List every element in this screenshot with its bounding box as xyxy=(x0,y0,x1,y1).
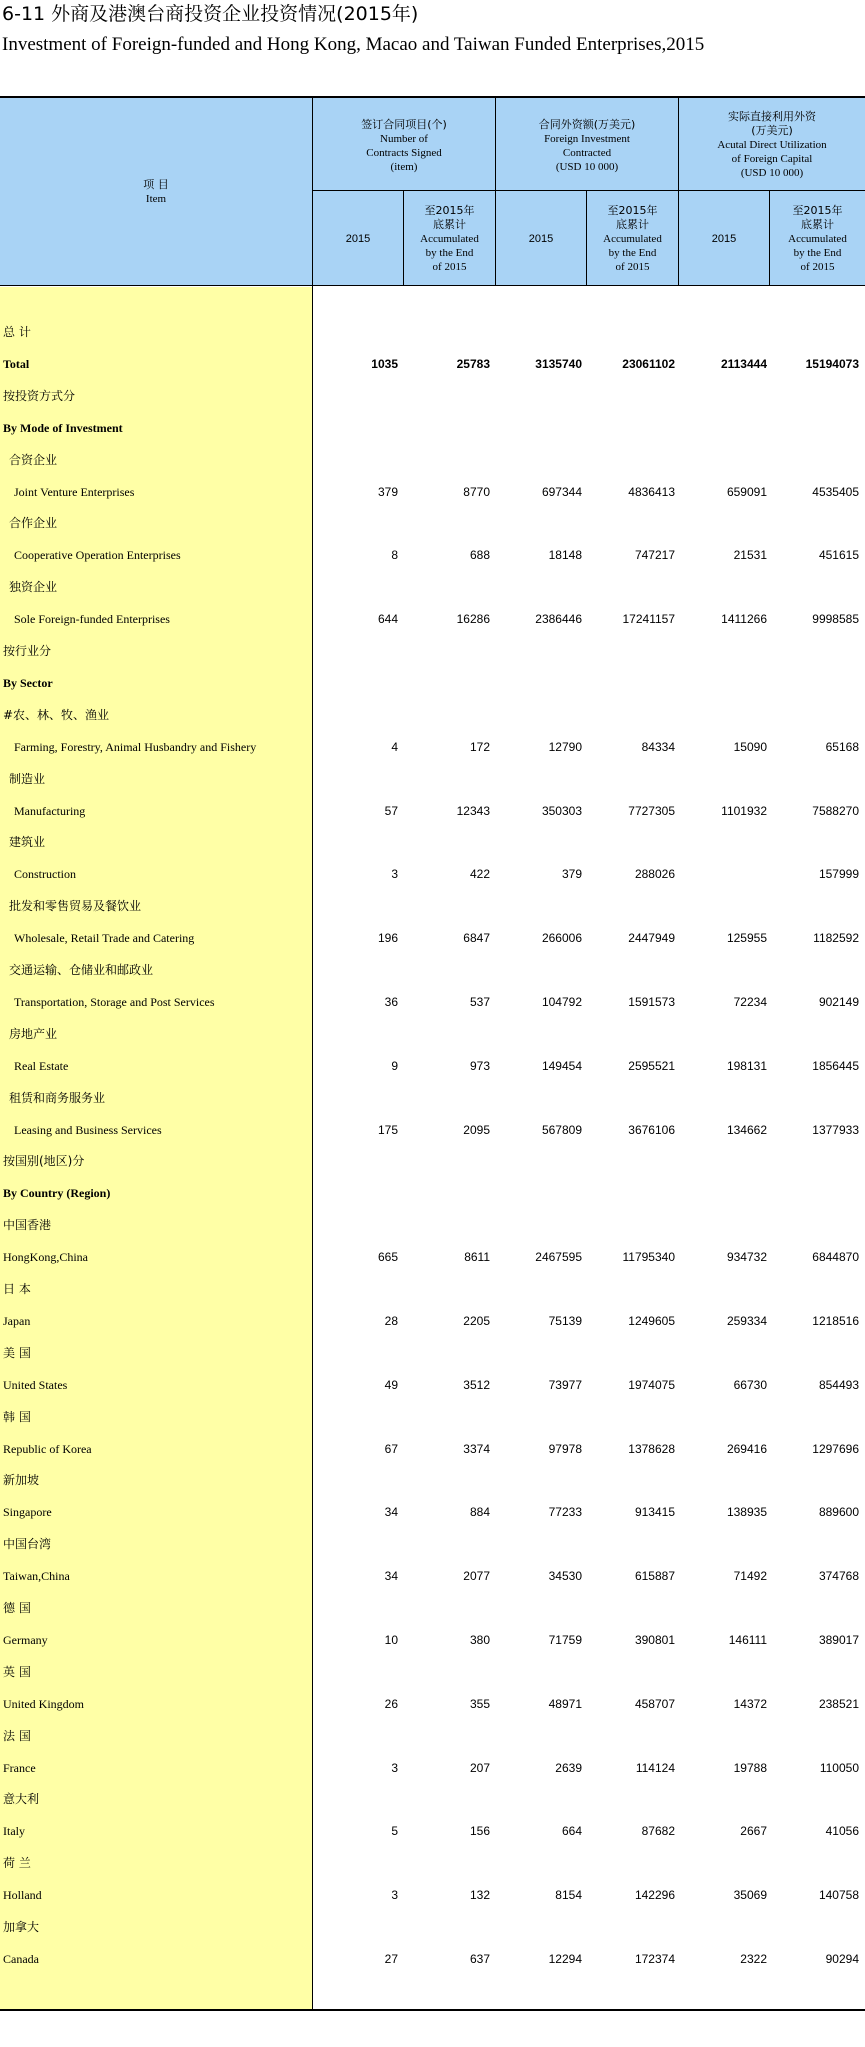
header-divider xyxy=(769,190,770,286)
row-value: 3 xyxy=(391,1888,398,1903)
row-label: France xyxy=(3,1760,36,1775)
header-group-en: Acutal Direct Utilization xyxy=(717,139,827,151)
row-value: 114124 xyxy=(635,1760,675,1775)
table-row xyxy=(0,412,865,444)
row-value: 697344 xyxy=(541,484,582,499)
row-value: 5 xyxy=(391,1824,398,1839)
row-value: 9998585 xyxy=(812,612,859,627)
row-value: 207 xyxy=(469,1760,490,1775)
table-row xyxy=(0,1050,865,1082)
row-value: 12790 xyxy=(548,739,582,754)
subheader-accumulated xyxy=(404,192,495,286)
subheader-acc-en: by the End xyxy=(793,247,842,259)
row-value: 747217 xyxy=(634,548,675,563)
table-row xyxy=(0,1720,865,1752)
row-value: 2639 xyxy=(555,1760,582,1775)
row-value: 1856445 xyxy=(812,1058,859,1073)
row-label: Italy xyxy=(3,1824,25,1839)
table-row xyxy=(0,348,865,380)
row-value: 172374 xyxy=(634,1951,675,1966)
row-label: 新加坡 xyxy=(3,1473,40,1488)
row-value: 664 xyxy=(561,1824,582,1839)
table-row xyxy=(0,954,865,986)
row-value: 1411266 xyxy=(721,612,767,627)
header-group-en: (USD 10 000) xyxy=(555,161,619,173)
row-label: United Kingdom xyxy=(3,1696,84,1711)
row-value: 71759 xyxy=(548,1632,582,1647)
row-value: 49 xyxy=(384,1377,398,1392)
row-value: 110050 xyxy=(819,1760,859,1775)
row-label: By Mode of Investment xyxy=(3,420,123,435)
header-divider xyxy=(403,190,404,286)
row-label: Farming, Forestry, Animal Husbandry and Fishery xyxy=(14,739,257,754)
row-label: 中国香港 xyxy=(3,1218,52,1233)
table-row xyxy=(0,1624,865,1656)
row-value: 15194073 xyxy=(805,356,859,371)
row-label: 荷 兰 xyxy=(3,1856,31,1871)
subheader-acc-en: of 2015 xyxy=(432,261,467,273)
row-value: 2595521 xyxy=(628,1058,675,1073)
row-value: 2322 xyxy=(740,1951,767,1966)
row-value: 3374 xyxy=(463,1441,490,1456)
row-value: 57 xyxy=(384,803,398,818)
table-row xyxy=(0,1560,865,1592)
subheader-acc-cn: 底累计 xyxy=(616,218,649,231)
row-value: 77233 xyxy=(548,1505,582,1520)
row-value: 41056 xyxy=(825,1824,859,1839)
subheader-year-label: 2015 xyxy=(711,233,737,245)
row-value: 34 xyxy=(384,1505,398,1520)
table-row xyxy=(0,571,865,603)
header-group-en: Contracted xyxy=(562,147,612,159)
row-value: 34530 xyxy=(548,1569,582,1584)
header-group-en: (item) xyxy=(390,161,418,173)
header-group-foreign-investment xyxy=(496,102,678,190)
subheader-acc-cn: 至2015年 xyxy=(607,204,658,217)
row-label: Cooperative Operation Enterprises xyxy=(14,548,181,563)
row-value: 172 xyxy=(469,739,490,754)
row-value: 688 xyxy=(469,548,490,563)
subheader-acc-en: of 2015 xyxy=(615,261,650,273)
row-value: 884 xyxy=(469,1505,490,1520)
row-value: 2467595 xyxy=(535,1250,582,1265)
row-value: 10 xyxy=(384,1632,398,1647)
row-label: Total xyxy=(3,356,30,371)
subheader-acc-cn: 至2015年 xyxy=(792,204,843,217)
header-group-cn: 实际直接利用外资 xyxy=(728,110,816,123)
row-value: 15090 xyxy=(733,739,767,754)
row-value: 140758 xyxy=(818,1888,859,1903)
table-row xyxy=(0,603,865,635)
row-value: 1218516 xyxy=(812,1313,859,1328)
subheader-acc-en: of 2015 xyxy=(800,261,835,273)
row-value: 12343 xyxy=(456,803,490,818)
table-row xyxy=(0,826,865,858)
row-label: 合作企业 xyxy=(9,516,58,531)
row-label: Real Estate xyxy=(14,1058,69,1073)
header-divider xyxy=(495,98,496,286)
table-row xyxy=(0,476,865,508)
row-value: 75139 xyxy=(548,1313,582,1328)
row-value: 567809 xyxy=(541,1122,582,1137)
row-label: Singapore xyxy=(3,1505,52,1520)
row-value: 149454 xyxy=(541,1058,582,1073)
subheader-acc-en: Accumulated xyxy=(603,233,662,245)
header-divider xyxy=(678,98,679,286)
row-label: 制造业 xyxy=(9,771,46,786)
row-value: 451615 xyxy=(818,548,859,563)
row-value: 23061102 xyxy=(622,356,675,371)
row-label: 建筑业 xyxy=(9,835,46,850)
row-value: 2095 xyxy=(463,1122,490,1137)
row-value: 3512 xyxy=(463,1377,490,1392)
row-value: 8611 xyxy=(464,1250,490,1265)
row-label: 按国别(地区)分 xyxy=(3,1154,85,1169)
row-label: Germany xyxy=(3,1632,48,1647)
row-value: 3 xyxy=(391,1760,398,1775)
row-value: 71492 xyxy=(733,1569,767,1584)
row-label: Transportation, Storage and Post Services xyxy=(14,994,215,1009)
row-value: 973 xyxy=(469,1058,490,1073)
row-value: 3676106 xyxy=(628,1122,675,1137)
table-row xyxy=(0,1528,865,1560)
subheader-year-label: 2015 xyxy=(528,233,554,245)
table-row xyxy=(0,1305,865,1337)
page-title-cn: 6-11 外商及港澳台商投资企业投资情况(2015年) xyxy=(2,3,419,25)
row-value: 1974075 xyxy=(628,1377,675,1392)
table-row xyxy=(0,986,865,1018)
table-row xyxy=(0,1401,865,1433)
table-row xyxy=(0,1464,865,1496)
row-value: 36 xyxy=(384,994,398,1009)
subheader-acc-cn: 底累计 xyxy=(801,218,834,231)
header-group-en: Contracts Signed xyxy=(366,147,442,159)
row-value: 138935 xyxy=(726,1505,767,1520)
row-value: 18148 xyxy=(548,548,582,563)
row-value: 9 xyxy=(391,1058,398,1073)
row-value: 1377933 xyxy=(812,1122,859,1137)
table-row xyxy=(0,1879,865,1911)
row-value: 238521 xyxy=(818,1696,859,1711)
row-value: 350303 xyxy=(541,803,582,818)
table-row xyxy=(0,667,865,699)
row-label: 法 国 xyxy=(3,1728,31,1743)
header-group-en: (USD 10 000) xyxy=(740,167,804,179)
row-value: 854493 xyxy=(818,1377,859,1392)
row-value: 17241157 xyxy=(622,612,675,627)
row-label: 合资企业 xyxy=(9,452,58,467)
header-divider xyxy=(586,190,587,286)
row-value: 11795340 xyxy=(622,1250,675,1265)
row-value: 269416 xyxy=(726,1441,767,1456)
row-value: 48971 xyxy=(548,1696,582,1711)
row-value: 1035 xyxy=(371,356,398,371)
table-row xyxy=(0,1082,865,1114)
row-label: By Sector xyxy=(3,675,53,690)
row-value: 374768 xyxy=(818,1569,859,1584)
row-value: 34 xyxy=(384,1569,398,1584)
table-row xyxy=(0,1114,865,1146)
row-value: 1101932 xyxy=(721,803,767,818)
row-label: 租赁和商务服务业 xyxy=(9,1090,106,1105)
row-value: 73977 xyxy=(548,1377,582,1392)
header-group-en: (万美元) xyxy=(751,124,793,137)
row-label: 中国台湾 xyxy=(3,1537,52,1552)
table-row xyxy=(0,1018,865,1050)
table-row xyxy=(0,1273,865,1305)
subheader-year-label: 2015 xyxy=(345,233,371,245)
row-value: 4 xyxy=(391,739,398,754)
row-value: 389017 xyxy=(818,1632,859,1647)
row-label: Manufacturing xyxy=(14,803,86,818)
row-value: 14372 xyxy=(733,1696,767,1711)
header-group-actual-utilization xyxy=(679,100,865,190)
table-row xyxy=(0,316,865,348)
row-value: 2113444 xyxy=(720,356,767,371)
row-label: 美 国 xyxy=(3,1345,31,1360)
row-value: 72234 xyxy=(733,994,767,1009)
row-value: 8154 xyxy=(555,1888,582,1903)
row-value: 537 xyxy=(469,994,490,1009)
subheader-year xyxy=(679,192,769,286)
row-value: 8770 xyxy=(463,484,490,499)
row-value: 67 xyxy=(384,1441,398,1456)
subheader-acc-en: Accumulated xyxy=(788,233,847,245)
row-value: 380 xyxy=(469,1632,490,1647)
row-value: 87682 xyxy=(641,1824,675,1839)
table-header xyxy=(0,98,865,286)
row-value: 4535405 xyxy=(812,484,859,499)
row-label: Sole Foreign-funded Enterprises xyxy=(14,612,170,627)
row-value: 390801 xyxy=(634,1632,675,1647)
row-value: 6844870 xyxy=(812,1250,859,1265)
table-row xyxy=(0,1145,865,1177)
row-value: 2386446 xyxy=(535,612,582,627)
table-row xyxy=(0,858,865,890)
row-label: Wholesale, Retail Trade and Catering xyxy=(14,931,195,946)
subheader-acc-cn: 底累计 xyxy=(433,218,466,231)
row-value: 3 xyxy=(391,867,398,882)
row-value: 125955 xyxy=(726,931,767,946)
row-label: 英 国 xyxy=(3,1664,31,1679)
row-label: Joint Venture Enterprises xyxy=(14,484,135,499)
row-value: 156 xyxy=(469,1824,490,1839)
subheader-year xyxy=(313,192,403,286)
table-row xyxy=(0,1656,865,1688)
subheader-acc-cn: 至2015年 xyxy=(424,204,475,217)
row-label: Leasing and Business Services xyxy=(14,1122,162,1137)
row-label: HongKong,China xyxy=(3,1250,88,1265)
table-row xyxy=(0,699,865,731)
row-value: 7588270 xyxy=(812,803,859,818)
table-row xyxy=(0,1241,865,1273)
header-group-cn: 合同外资额(万美元) xyxy=(538,118,636,131)
row-value: 196 xyxy=(377,931,398,946)
row-label: 独资企业 xyxy=(9,580,58,595)
row-value: 259334 xyxy=(726,1313,767,1328)
row-label: 房地产业 xyxy=(9,1026,58,1041)
table-row xyxy=(0,1943,865,1975)
row-label: 韩 国 xyxy=(3,1409,31,1424)
row-value: 142296 xyxy=(634,1888,675,1903)
row-value: 2667 xyxy=(740,1824,767,1839)
row-value: 26 xyxy=(384,1696,398,1711)
row-value: 644 xyxy=(377,612,398,627)
row-label: 加拿大 xyxy=(3,1920,40,1934)
row-value: 25783 xyxy=(456,356,490,371)
table-row xyxy=(0,1815,865,1847)
row-value: 2205 xyxy=(463,1313,490,1328)
row-value: 132 xyxy=(469,1888,490,1903)
row-value: 659091 xyxy=(726,484,767,499)
table-row xyxy=(0,1752,865,1784)
row-value: 889600 xyxy=(818,1505,859,1520)
row-value: 28 xyxy=(384,1313,398,1328)
row-label: 按投资方式分 xyxy=(3,388,76,403)
row-label: 批发和零售贸易及餐饮业 xyxy=(9,899,142,914)
table-row xyxy=(0,1337,865,1369)
row-value: 6847 xyxy=(463,931,490,946)
row-value: 66730 xyxy=(733,1377,767,1392)
row-value: 134662 xyxy=(726,1122,767,1137)
row-value: 665 xyxy=(377,1250,398,1265)
header-group-cn: 签订合同项目(个) xyxy=(361,118,447,131)
header-group-en: of Foreign Capital xyxy=(731,153,813,165)
row-value: 35069 xyxy=(733,1888,767,1903)
page-title-en: Investment of Foreign-funded and Hong Kong, Macao and Taiwan Funded Enterprises,2015 xyxy=(2,34,705,55)
header-item xyxy=(0,98,312,286)
table-bottom-rule xyxy=(0,2009,865,2011)
row-value: 27 xyxy=(384,1951,398,1966)
row-label: Construction xyxy=(14,867,76,882)
row-value: 379 xyxy=(561,867,582,882)
row-value: 90294 xyxy=(825,1951,859,1966)
row-value: 458707 xyxy=(634,1696,675,1711)
table-row xyxy=(0,444,865,476)
row-label: Japan xyxy=(3,1313,31,1328)
row-value: 2077 xyxy=(463,1569,490,1584)
row-label: Canada xyxy=(3,1951,39,1966)
row-value: 2447949 xyxy=(628,931,675,946)
row-value: 104792 xyxy=(541,994,582,1009)
header-item-cn: 项 目 xyxy=(143,178,169,191)
row-value: 1249605 xyxy=(628,1313,675,1328)
table-row xyxy=(0,922,865,954)
row-value: 198131 xyxy=(726,1058,767,1073)
row-value: 65168 xyxy=(825,739,859,754)
subheader-year xyxy=(496,192,586,286)
row-value: 175 xyxy=(377,1122,398,1137)
table-row xyxy=(0,1592,865,1624)
row-value: 266006 xyxy=(541,931,582,946)
row-value: 379 xyxy=(377,484,398,499)
table-row xyxy=(0,380,865,412)
row-value: 1182592 xyxy=(813,931,859,946)
table-row xyxy=(0,1783,865,1815)
table-row xyxy=(0,1209,865,1241)
subheader-acc-en: Accumulated xyxy=(420,233,479,245)
row-value: 615887 xyxy=(634,1569,675,1584)
row-label: 按行业分 xyxy=(3,644,52,658)
row-label: 交通运输、仓储业和邮政业 xyxy=(9,963,154,977)
row-value xyxy=(685,858,767,890)
row-label: Republic of Korea xyxy=(3,1441,92,1456)
row-value: 97978 xyxy=(548,1441,582,1456)
row-value: 157999 xyxy=(818,867,859,882)
subheader-accumulated xyxy=(587,192,678,286)
row-value: 146111 xyxy=(728,1632,767,1647)
header-group-en: Foreign Investment xyxy=(544,133,630,145)
row-value: 902149 xyxy=(818,994,859,1009)
row-value: 422 xyxy=(469,867,490,882)
table-row xyxy=(0,1177,865,1209)
row-value: 934732 xyxy=(726,1250,767,1265)
row-value: 4836413 xyxy=(628,484,675,499)
table-row xyxy=(0,635,865,667)
header-group-contracts xyxy=(313,102,495,190)
row-value: 1297696 xyxy=(812,1441,859,1456)
table-row xyxy=(0,890,865,922)
table-row xyxy=(0,731,865,763)
row-label: Holland xyxy=(3,1888,42,1903)
row-label: Taiwan,China xyxy=(3,1569,70,1584)
row-value: 355 xyxy=(469,1696,490,1711)
header-group-en: Number of xyxy=(380,133,428,145)
table-row xyxy=(0,1496,865,1528)
header-item-en: Item xyxy=(145,193,167,205)
row-value: 1591573 xyxy=(628,994,675,1009)
row-label: 意大利 xyxy=(3,1792,40,1807)
row-value: 12294 xyxy=(548,1951,582,1966)
row-label: 德 国 xyxy=(3,1601,31,1615)
table-row xyxy=(0,795,865,827)
table-row xyxy=(0,507,865,539)
table-row xyxy=(0,539,865,571)
row-label: 日 本 xyxy=(3,1282,31,1296)
row-value: 8 xyxy=(391,548,398,563)
row-value: 19788 xyxy=(733,1760,767,1775)
row-label: By Country (Region) xyxy=(3,1186,111,1201)
row-value: 3135740 xyxy=(535,356,582,371)
table-row xyxy=(0,1433,865,1465)
row-label: 总 计 xyxy=(3,325,31,339)
table-row xyxy=(0,1911,865,1943)
row-value: 913415 xyxy=(634,1505,675,1520)
row-value: 16286 xyxy=(456,612,490,627)
table-row xyxy=(0,1847,865,1879)
table-row xyxy=(0,1688,865,1720)
table-row xyxy=(0,763,865,795)
row-value: 1378628 xyxy=(628,1441,675,1456)
row-value: 7727305 xyxy=(628,803,675,818)
table-row xyxy=(0,1369,865,1401)
row-label: United States xyxy=(3,1377,68,1392)
subheader-acc-en: by the End xyxy=(608,247,657,259)
row-value: 637 xyxy=(469,1951,490,1966)
header-divider xyxy=(0,285,865,286)
subheader-acc-en: by the End xyxy=(425,247,474,259)
row-value: 84334 xyxy=(641,739,675,754)
subheader-accumulated xyxy=(770,192,865,286)
row-label: #农、林、牧、渔业 xyxy=(3,707,110,722)
header-divider xyxy=(313,190,865,191)
row-value: 288026 xyxy=(634,867,675,882)
row-value: 21531 xyxy=(733,548,767,563)
